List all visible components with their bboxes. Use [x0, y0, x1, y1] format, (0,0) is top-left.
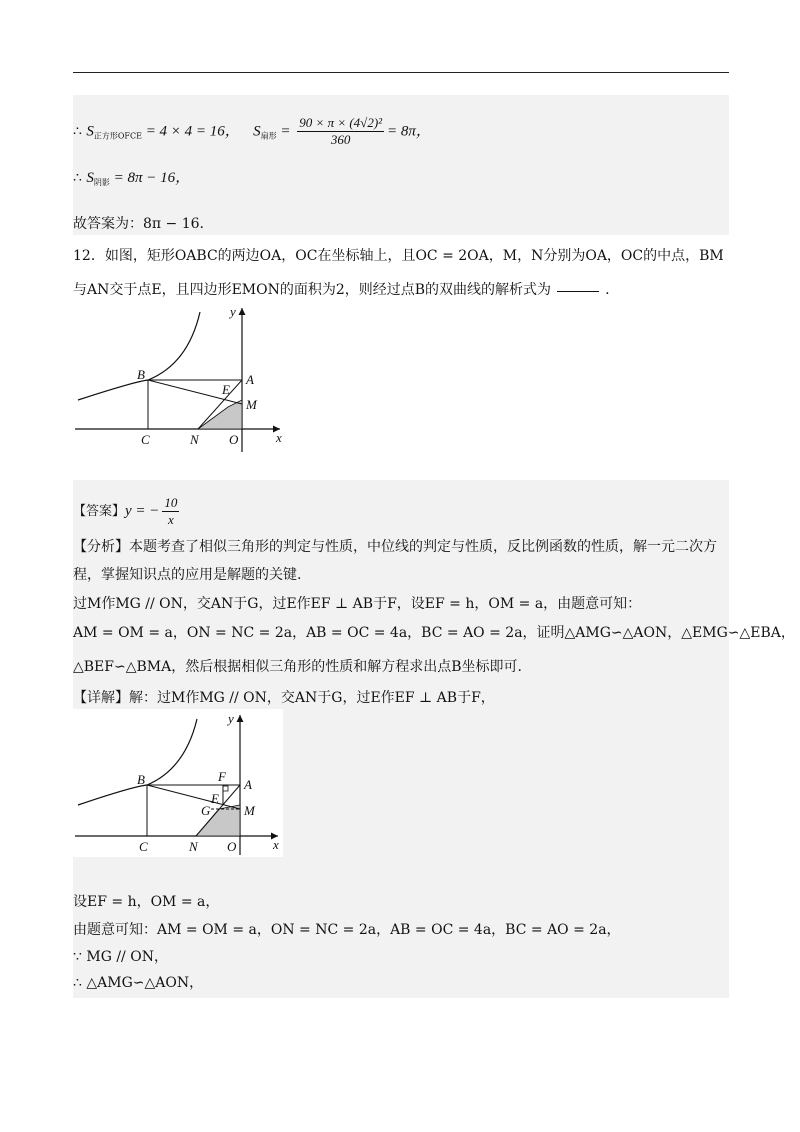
- label-A: A: [246, 372, 254, 387]
- label2-A: A: [244, 777, 252, 792]
- after-line2: 由题意可知：AM = OM = a，ON = NC = 2a，AB = OC = 4a，BC = AO = 2a，: [73, 922, 621, 938]
- after-line4: ∴ △AMG∽△AON，: [73, 975, 204, 991]
- header-rule: [73, 72, 729, 73]
- label2-B: B: [137, 772, 145, 787]
- label-M: M: [246, 397, 257, 412]
- prev-solution-line2: ∴ $S_{阴影} = 8\pi - 16$，: [73, 170, 191, 187]
- after-line1: 设EF = h，OM = a，: [73, 894, 220, 910]
- prev-solution-answer: 故答案为：8π − 16.: [73, 216, 205, 232]
- answer-analysis-block: [73, 480, 795, 998]
- label-E: E: [222, 382, 230, 397]
- answer-blank: [557, 291, 599, 292]
- answer-line: 【答案】y = − $\frac{10}{x}$: [73, 495, 178, 527]
- label2-O: O: [227, 839, 237, 854]
- analysis-line4: AM = OM = a，ON = NC = 2a，AB = OC = 4a，BC = AO = 2a，证明△AMG∽△AON，△EMG∽△EBA，: [73, 625, 795, 641]
- label2-G: G: [201, 803, 211, 818]
- detail-line1: 【详解】解：过M作MG // ON，交AN于G，过E作EF ⊥ AB于F，: [73, 690, 495, 706]
- answer-fraction: $\frac{10}{x}$: [164, 495, 178, 527]
- label-O: O: [229, 432, 239, 447]
- figure-1: [73, 302, 288, 452]
- label-x: x: [276, 430, 282, 445]
- prev-solution-line1: ∴ $S_{正方形OFCE} = 4 \times 4 = 16$， $S_{扇形}$ = $\frac{\text{90 × π × (4√2)²}}{360}$ = 8π，: [73, 115, 431, 147]
- problem-line2: 与AN交于点E，且四边形EMON的面积为2，则经过点B的双曲线的解析式为 .: [73, 282, 610, 298]
- label-N: N: [190, 432, 199, 447]
- analysis-line1: 【分析】本题考查了相似三角形的判定与性质，中位线的判定与性质，反比例函数的性质，解一元二次方: [73, 539, 717, 555]
- problem-line1: 12．如图，矩形OABC的两边OA，OC在坐标轴上，且OC = 2OA，M，N分别为OA，OC的中点，BM: [73, 248, 724, 264]
- prev-solution-block: [73, 95, 729, 235]
- hyperbola: [78, 312, 200, 400]
- analysis-line2: 程，掌握知识点的应用是解题的关键.: [73, 567, 302, 583]
- label-y: y: [230, 304, 236, 319]
- figure-2: [73, 709, 283, 857]
- analysis-line3: 过M作MG // ON，交AN于G，过E作EF ⊥ AB于F，设EF = h，OM = a，由题意可知：: [73, 596, 642, 612]
- label2-M: M: [244, 803, 255, 818]
- label-B: B: [137, 367, 145, 382]
- sector-area-fraction: $\frac{\text{90 × π × (4√2)²}}{360}$: [299, 115, 383, 147]
- label2-C: C: [139, 839, 148, 854]
- after-line3: ∵ MG // ON，: [73, 949, 168, 965]
- label2-y: y: [228, 711, 234, 726]
- label2-x: x: [273, 837, 279, 852]
- label2-F: F: [218, 769, 226, 784]
- analysis-line5: △BEF∽△BMA，然后根据相似三角形的性质和解方程求出点B坐标即可.: [73, 659, 522, 675]
- label2-N: N: [189, 839, 198, 854]
- label2-E: E: [211, 791, 219, 806]
- label-C: C: [141, 432, 150, 447]
